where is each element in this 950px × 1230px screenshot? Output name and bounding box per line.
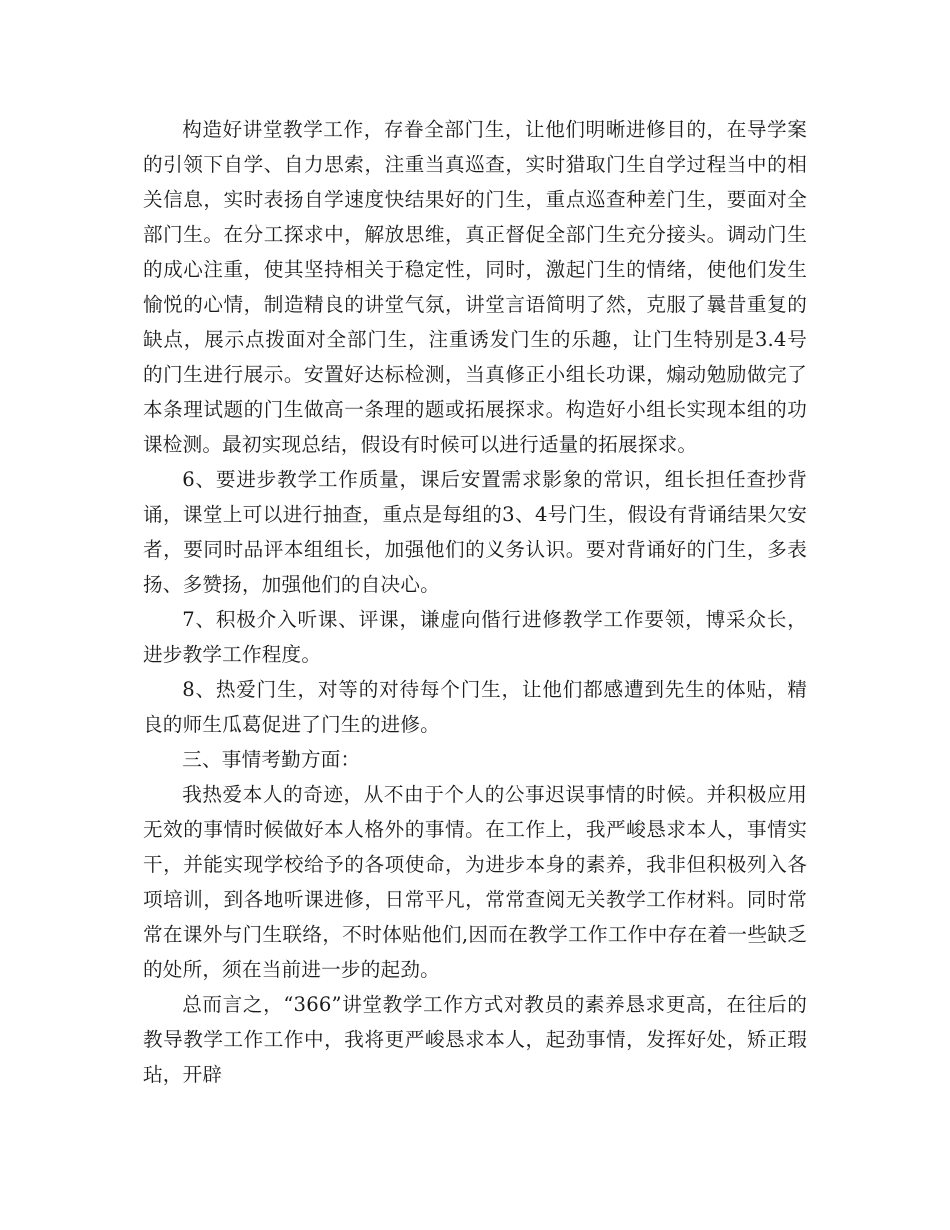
paragraph-classroom-organization: 构造好讲堂教学工作，存眷全部门生，让他们明晰进修目的，在导学案的引领下自学、自力思索，注重当真巡查，实时猎取门生自学过程当中的相关信息，实时表扬自学速度快结果好的门生，重点巡查种差门生，要面对全部门生。在分工探求中，解放思维，真正督促全部门生充分接头。调动门生的成心注重，使其坚持相关于稳定性，同时，激起门生的情绪，使他们发生愉悦的心情，制造精良的讲堂气氛，讲堂言语简明了然，克服了曩昔重复的缺点，展示点拨面对全部门生，注重诱发门生的乐趣，让门生特别是3.4号的门生进行展示。安置好达标检测，当真修正小组长功课，煽动勉励做完了本条理试题的门生做高一条理的题或拓展探求。构造好小组长实现本组的功课检测。最初实现总结，假设有时候可以进行适量的拓展探求。 <box>143 118 807 456</box>
paragraph-item-6: 6、要进步教学工作质量，课后安置需求影象的常识，组长担任查抄背诵，课堂上可以进行抽查，重点是每组的3、4号门生，假设有背诵结果欠安者，要同时品评本组组长，加强他们的义务认识。要对背诵好的门生，多表扬、多赞扬，加强他们的自决心。 <box>143 468 807 596</box>
paragraph-attendance: 我热爱本人的奇迹，从不由于个人的公事迟误事情的时候。并积极应用无效的事情时候做好本人格外的事情。在工作上，我严峻恳求本人，事情实干，并能实现学校给予的各项使命，为进步本身的素养，我非但积极列入各项培训，到各地听课进修，日常平凡，常常查阅无关教学工作材料。同时常常在课外与门生联络，不时体贴他们,因而在教学工作工作中存在着一些缺乏的处所，须在当前进一步的起劲。 <box>143 783 807 981</box>
section-heading-attendance: 三、事情考勤方面： <box>182 748 361 771</box>
paragraph-item-7: 7、积极介入听课、评课，谦虚向偕行进修教学工作要领，博采众长，进步教学工作程度。 <box>143 608 807 666</box>
document-body <box>143 112 807 1092</box>
paragraph-item-8: 8、热爱门生，对等的对待每个门生，让他们都感遭到先生的体贴，精良的师生瓜葛促进了门生的进修。 <box>143 678 807 736</box>
paragraph-summary: 总而言之，“366”讲堂教学工作方式对教员的素养恳求更高，在往后的教导教学工作工作中，我将更严峻恳求本人，起劲事情，发挥好处，矫正瑕玷，开辟 <box>143 993 807 1086</box>
